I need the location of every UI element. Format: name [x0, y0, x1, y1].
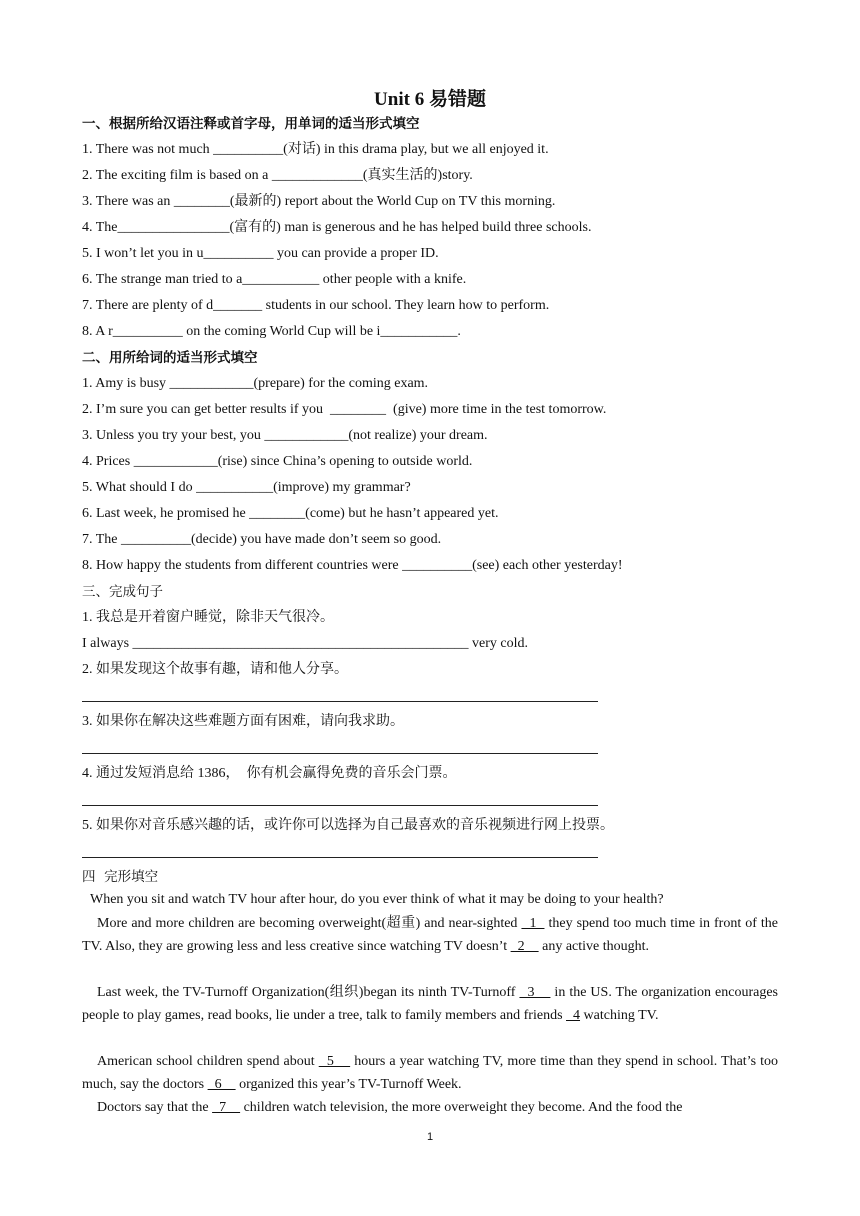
cloze-text: in the US. The organization encourages people to play games, read books, lie under a tree, talk to family members and friends [82, 985, 779, 1023]
page-number: 1 [426, 1131, 434, 1143]
section3-item-5: 5. 如果你对音乐感兴趣的话，或许你可以选择为自己最喜欢的音乐视频进行网上投票。 [82, 818, 614, 833]
cloze-blank-7[interactable]: 7 [212, 1100, 241, 1115]
cloze-text: they spend too much time in front of the TV. Also, they are growing less and less creative since watching TV doesn’t [82, 916, 779, 954]
section2-item-8: 8. How happy the students from different countries were __________(see) each other yesterday! [82, 558, 623, 573]
section2-item-5: 5. What should I do ___________(improve) my grammar? [82, 480, 411, 495]
cloze-paragraph-3 [82, 981, 778, 1027]
cloze-text: Last week, the TV-Turnoff Organization(组织)began its ninth TV-Turnoff [97, 985, 520, 1000]
section3-item-2: 2. 如果发现这个故事有趣，请和他人分享。 [82, 662, 348, 677]
section3-item-1-answer: I always ________________________________________________ very cold. [82, 636, 529, 651]
cloze-paragraph-1: When you sit and watch TV hour after hour, do you ever think of what it may be doing to your health? [90, 892, 664, 907]
section1-item-5: 5. I won’t let you in u__________ you can provide a proper ID. [82, 246, 439, 261]
section2-heading: 二、用所给词的适当形式填空 [82, 350, 258, 366]
section3-item-1: 1. 我总是开着窗户睡觉，除非天气很冷。 [82, 610, 334, 625]
answer-line-5 [82, 857, 598, 858]
section1-item-7: 7. There are plenty of d_______ students in our school. They learn how to perform. [82, 298, 550, 313]
section1-item-8: 8. A r__________ on the coming World Cup will be i___________. [82, 324, 461, 339]
section1-item-4: 4. The________________(富有的) man is generous and he has helped build three schools. [82, 220, 592, 235]
answer-line-2 [82, 701, 598, 702]
cloze-text: any active thought. [538, 939, 650, 954]
section1-item-2: 2. The exciting film is based on a _____________(真实生活的)story. [82, 168, 473, 183]
cloze-paragraph-4 [82, 1050, 778, 1096]
answer-line-3 [82, 753, 598, 754]
answer-line-4 [82, 805, 598, 806]
section3-item-4: 4. 通过发短消息给 1386， 你有机会赢得免费的音乐会门票。 [82, 766, 457, 781]
cloze-text: watching TV. [580, 1008, 659, 1023]
cloze-text: children watch television, the more overweight they become. And the food the [240, 1100, 683, 1115]
section2-item-7: 7. The __________(decide) you have made don’t seem so good. [82, 532, 442, 547]
section1-item-6: 6. The strange man tried to a___________ other people with a knife. [82, 272, 467, 287]
cloze-text: hours a year watching TV, more time than they spend in school. That’s too much, say the doctors [82, 1054, 778, 1092]
cloze-paragraph-5 [82, 1096, 778, 1119]
cloze-blank-1[interactable]: 1 [521, 916, 545, 931]
section3-heading: 三、完成句子 [82, 584, 163, 600]
section1-item-3: 3. There was an ________(最新的) report about the World Cup on TV this morning. [82, 194, 556, 209]
section1-heading: 一、根据所给汉语注释或首字母，用单词的适当形式填空 [82, 116, 420, 132]
cloze-blank-2[interactable]: 2 [510, 939, 539, 954]
cloze-blank-5[interactable]: 5 [318, 1054, 351, 1069]
section2-item-3: 3. Unless you try your best, you ____________(not realize) your dream. [82, 428, 488, 443]
section2-item-1: 1. Amy is busy ____________(prepare) for the coming exam. [82, 376, 429, 391]
section2-item-4: 4. Prices ____________(rise) since China’s opening to outside world. [82, 454, 473, 469]
section2-item-2: 2. I’m sure you can get better results if you ________ (give) more time in the test tomorrow. [82, 402, 607, 417]
section2-item-6: 6. Last week, he promised he ________(come) but he hasn’t appeared yet. [82, 506, 499, 521]
section4-heading: 四 完形填空 [82, 869, 159, 885]
cloze-blank-4[interactable]: 4 [566, 1008, 581, 1023]
cloze-paragraph-2 [82, 912, 778, 958]
cloze-text: organized this year’s TV-Turnoff Week. [235, 1077, 462, 1092]
section1-item-1: 1. There was not much __________(对话) in this drama play, but we all enjoyed it. [82, 142, 549, 157]
cloze-text: Doctors say that the [97, 1100, 213, 1115]
cloze-text: More and more children are becoming overweight(超重) and near-sighted [97, 916, 522, 931]
page-title: Unit 6 易错题 [374, 89, 486, 110]
section3-item-3: 3. 如果你在解决这些难题方面有困难，请向我求助。 [82, 714, 404, 729]
cloze-text: American school children spend about [97, 1054, 319, 1069]
cloze-blank-3[interactable]: 3 [519, 985, 551, 1000]
cloze-blank-6[interactable]: 6 [207, 1077, 236, 1092]
